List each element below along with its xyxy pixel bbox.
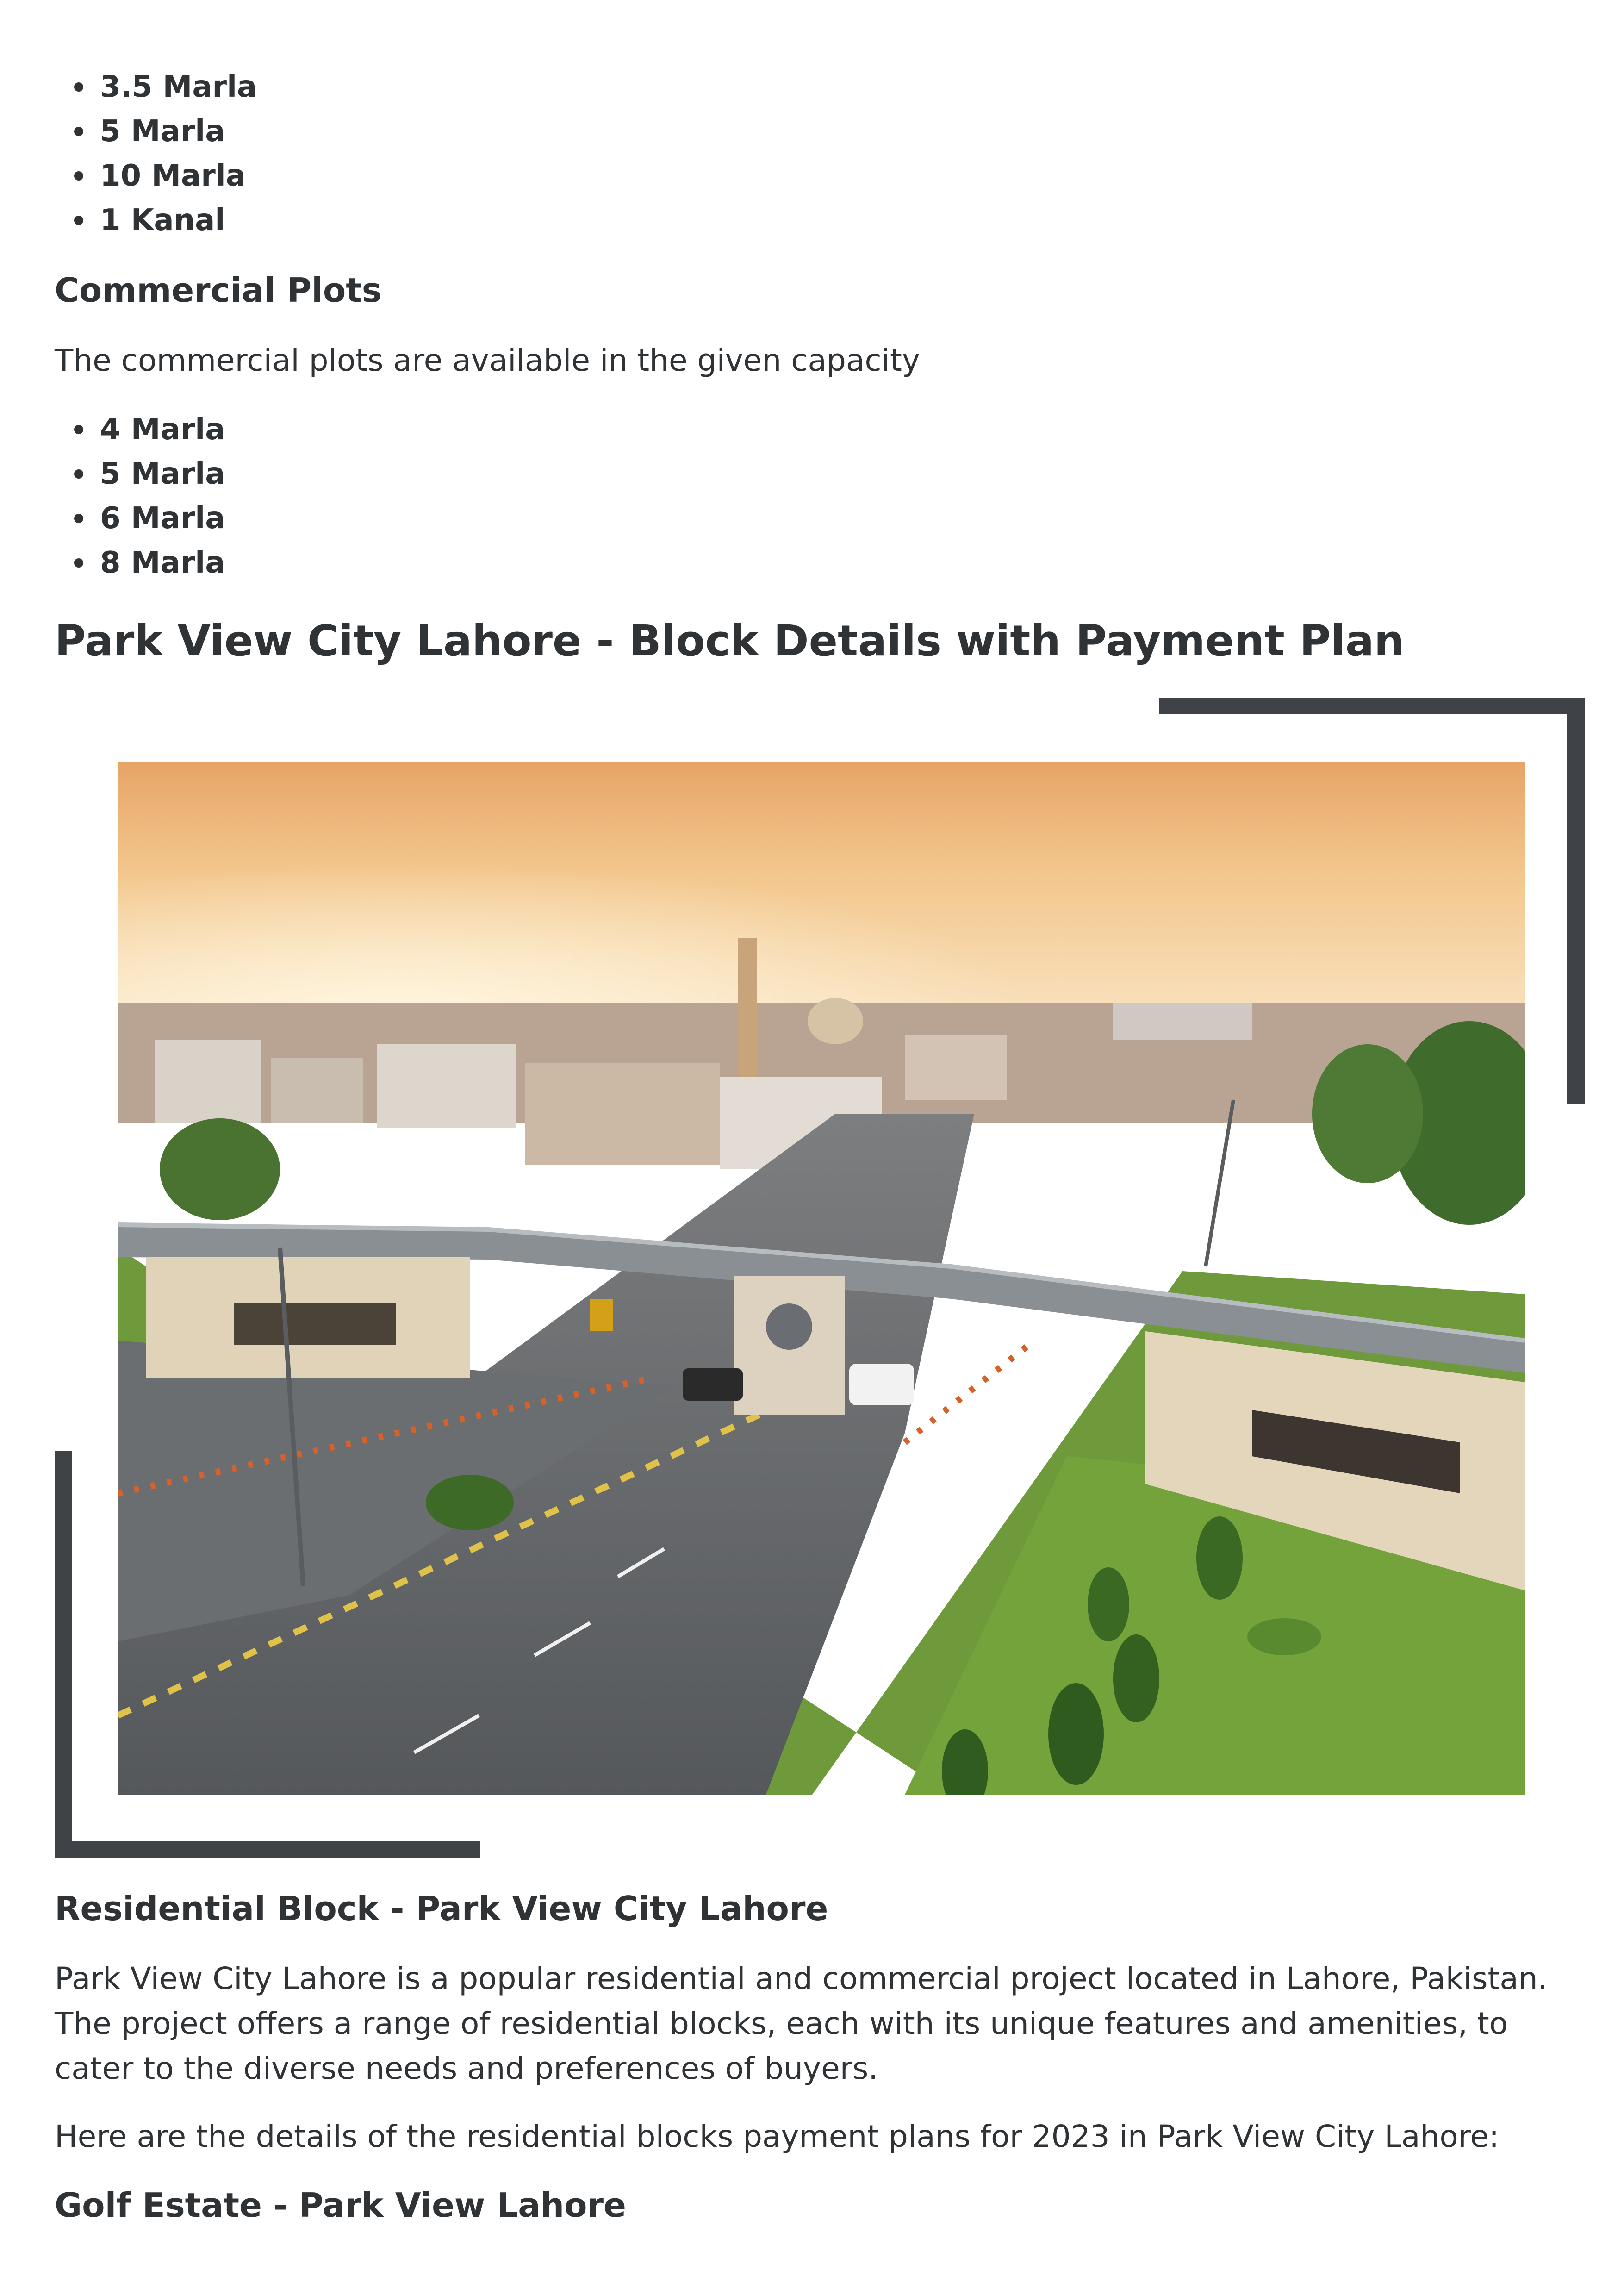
park-view-city-photo xyxy=(118,762,1525,1795)
commercial-heading: Commercial Plots xyxy=(55,271,382,310)
commercial-size-list xyxy=(55,407,225,585)
bullet-icon xyxy=(74,216,83,225)
bullet-icon xyxy=(74,558,83,568)
bullet-icon xyxy=(74,171,83,181)
section-title: Park View City Lahore - Block Details with Payment Plan xyxy=(55,616,1405,666)
residential-block-heading: Residential Block - Park View City Lahore xyxy=(55,1889,828,1928)
bracket-bottom-bar xyxy=(55,1841,480,1858)
list-item: 3.5 Marla xyxy=(55,65,257,109)
list-item: 4 Marla xyxy=(55,407,225,452)
golf-estate-heading: Golf Estate - Park View Lahore xyxy=(55,2186,626,2225)
list-item: 10 Marla xyxy=(55,154,257,198)
bullet-icon xyxy=(74,514,83,523)
bullet-icon xyxy=(74,425,83,434)
list-item: 5 Marla xyxy=(55,452,225,496)
bracket-left-bar xyxy=(55,1451,72,1858)
list-item: 5 Marla xyxy=(55,109,257,154)
bracket-top-bar xyxy=(1159,698,1585,714)
list-item: 1 Kanal xyxy=(55,198,257,243)
bullet-icon xyxy=(74,82,83,92)
bracket-right-bar xyxy=(1567,698,1585,1104)
residential-block-paragraph: Park View City Lahore is a popular residential and commercial project located in Lahore, Pakistan. The project offers a range of residential blocks, each with its unique features and amenities, to cater to the diverse needs and preferences of buyers. xyxy=(55,1961,1548,2086)
list-item: 8 Marla xyxy=(55,541,225,585)
commercial-intro: The commercial plots are available in the given capacity xyxy=(55,343,920,378)
residential-size-list xyxy=(55,65,257,243)
bullet-icon xyxy=(74,469,83,479)
payment-plan-intro: Here are the details of the residential blocks payment plans for 2023 in Park View City Lahore: xyxy=(55,2119,1500,2154)
list-item: 6 Marla xyxy=(55,496,225,541)
bullet-icon xyxy=(74,127,83,136)
